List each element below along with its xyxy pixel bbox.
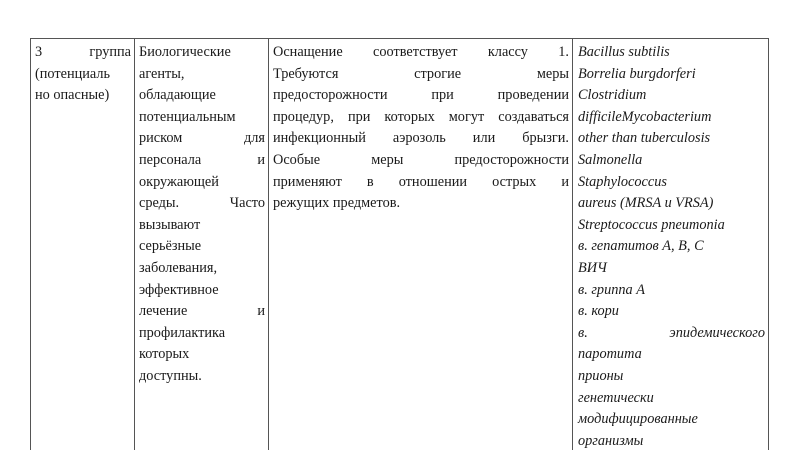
organism-item: Borrelia burgdorferi [578,65,696,82]
equipment-cell [269,39,573,450]
description-line: потенциальным [139,108,236,125]
description-line: которых [139,346,190,363]
equipment-line: предосторожности при проведении [273,87,569,104]
biosafety-table [30,38,769,450]
organism-item: организмы [578,432,644,449]
group-cell [31,39,135,450]
description-line: риском для [139,130,265,147]
group-line: но опасные) [35,87,110,104]
description-line: лечение и [139,303,265,320]
description-cell [135,39,269,450]
description-line: Биологические [139,44,231,60]
organism-item: difficileMycobacterium [578,108,712,125]
organism-item: other than tuberculosis [578,130,711,147]
description-line: профилактика [139,324,226,341]
description-line: обладающие [139,87,216,104]
organisms-cell [573,39,768,450]
description-line: агенты, [139,65,185,82]
equipment-line: инфекционный аэрозоль или брызги. [273,130,569,147]
organism-item: Salmonella [578,151,643,168]
description-line: персонала и [139,151,265,168]
description-line: доступны. [139,367,202,384]
organism-item: в. гриппа А [578,281,645,298]
organism-item: Streptococcus pneumonia [578,216,725,233]
equipment-line: применяют в отношении острых и [273,173,569,190]
equipment-line: Оснащение соответствует классу 1. [273,44,569,60]
description-line: эффективное [139,281,219,298]
organism-item: aureus (MRSA и VRSA) [578,195,714,212]
organism-item: паротита [578,346,642,363]
organism-item: в. гепатитов А, В, С [578,238,704,255]
organism-item: модифицированные [578,411,698,428]
description-line: среды. Часто [139,195,265,212]
organism-item: ВИЧ [578,259,607,276]
equipment-line: режущих предметов. [273,195,401,212]
organism-item: Staphylococcus [578,173,667,190]
equipment-line: процедур, при которых могут создаваться [273,108,569,125]
description-line: заболевания, [139,259,218,276]
organism-item: генетически [578,389,654,406]
organism-item: Clostridium [578,87,647,104]
organism-item: Bacillus subtilis [578,44,670,60]
description-line: серьёзные [139,238,202,255]
description-line: вызывают [139,216,201,233]
organism-item: в. эпидемического [578,324,765,341]
description-line: окружающей [139,173,219,190]
equipment-line: Требуются строгие меры [273,65,569,82]
equipment-line: Особые меры предосторожности [273,151,569,168]
organism-item: прионы [578,367,624,384]
organism-item: в. кори [578,303,619,320]
group-line: (потенциаль [35,65,111,82]
group-line: 3 группа [35,44,131,60]
